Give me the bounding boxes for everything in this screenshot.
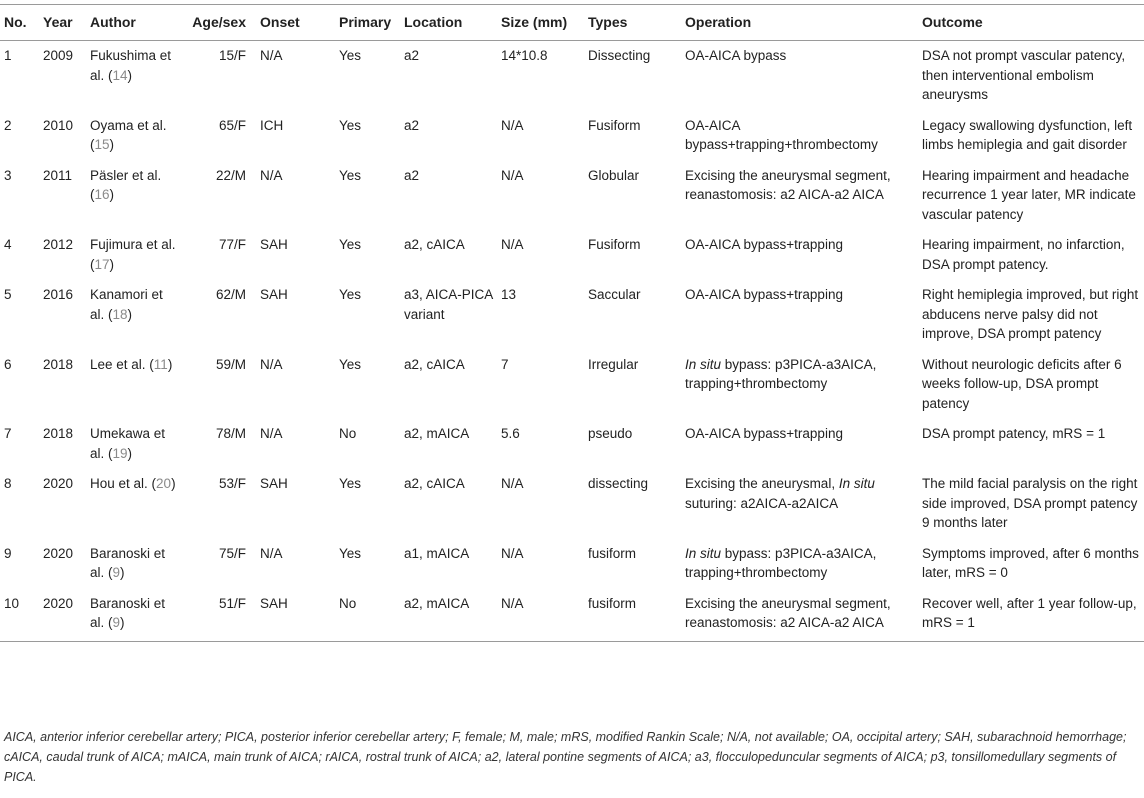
author-name: Oyama et al. [90,117,167,133]
cell-year: 2016 [43,287,74,302]
table-row [0,230,1144,280]
cell-no: 8 [4,476,12,491]
cell-operation [681,589,918,642]
cell-author: Oyama et al. (15) [90,117,167,152]
citation-link[interactable]: 16 [94,187,110,202]
cell-author: Umekawa et al. (19) [90,426,166,461]
cell-outcome: DSA not prompt vascular patency, then interventional embolism aneurysms [922,48,1126,102]
cell-primary: Yes [339,287,362,302]
cell-location: a2, mAICA [400,589,497,642]
cell-primary: Yes [339,545,362,561]
cell-operation [681,469,918,539]
cell-types: pseudo [588,426,633,441]
table-row [0,350,1144,420]
header-year: Year [39,5,86,41]
cell-onset: SAH [260,237,288,252]
cell-location: a2 [404,48,420,63]
cell-types: fusiform [588,545,637,561]
cell-outcome: Without neurologic deficits after 6 weeks follow-up, DSA prompt patency [922,356,1122,411]
cell-author: Baranoski et al. (9) [90,545,166,580]
cell-primary: Yes [339,117,362,133]
cell-types: Globular [588,167,640,183]
cell-year: 2020 [43,476,74,491]
cell-operation [681,230,918,280]
table-row [0,589,1144,642]
cell-onset: SAH [260,476,288,491]
cell-size: N/A [501,476,524,491]
cell-location: a2 [404,167,420,183]
operation-italic: In situ [685,545,722,561]
cell-age-sex: 53/F [218,476,246,491]
case-table [0,4,1144,642]
operation-text: OA-AICA bypass+trapping [685,426,843,441]
cell-size: 5.6 [501,426,520,441]
cell-year: 2012 [43,237,74,252]
cell-no: 9 [4,545,12,561]
operation-text: bypass: p3PICA-a3AICA, trapping+thrombectomy [685,545,877,580]
cell-onset: SAH [256,589,335,642]
cell-size: 13 [501,287,517,302]
table-row [0,419,1144,469]
cell-no: 10 [0,589,39,642]
header-onset: Onset [256,5,335,41]
cell-operation [681,419,918,469]
cell-size: N/A [501,167,524,183]
author-name: Lee et al. [90,356,146,372]
cell-onset: N/A [260,167,283,183]
header-operation: Operation [681,5,918,41]
table-footnote: AICA, anterior inferior cerebellar artery; PICA, posterior inferior cerebellar artery; F, female; M, male; mRS, modified Rankin Scale; N/A, not available; OA, occipital artery; SAH, subarachnoid hemorrhage; cAICA, caudal trunk of AICA; mAICA, main trunk of AICA; rAICA, rostral trunk of AICA; a2, lateral pontine segments of AICA; a3, flocculopeduncular segments of AICA; p3, tonsillomedullary segments of PICA. [4,730,1127,784]
cell-location: a3, AICA-PICA variant [404,287,493,322]
operation-text: Excising the aneurysmal segment, reanastomosis: a2 AICA-a2 AICA [685,595,891,630]
header-types: Types [584,5,681,41]
header-size: Size (mm) [497,5,584,41]
header-age-sex: Age/sex [183,5,256,41]
table-row [0,41,1144,111]
citation-link[interactable]: 14 [112,67,128,83]
cell-author: Kanamori et al. (18) [90,287,163,322]
cell-types: dissecting [588,476,649,491]
cell-size: N/A [497,589,584,642]
cell-age-sex: 59/M [215,356,246,372]
cell-location: a2, cAICA [404,356,465,372]
citation-link[interactable]: 11 [153,356,168,372]
cell-no: 5 [4,287,12,302]
cell-primary: Yes [339,167,362,183]
cell-operation [681,41,918,111]
operation-text: OA-AICA bypass+trapping+thrombectomy [685,117,878,152]
cell-operation [681,539,918,589]
cell-types: fusiform [584,589,681,642]
cell-types: Fusiform [588,237,641,252]
cell-onset: N/A [260,426,283,441]
cell-outcome: Right hemiplegia improved, but right abducens nerve palsy did not improve, DSA prompt patency [922,287,1139,341]
cell-location: a2 [404,117,420,133]
cell-primary: Yes [339,237,362,252]
author-name: Hou et al. [90,476,148,491]
cell-onset: ICH [260,117,284,133]
cell-no: 2 [4,117,12,133]
cell-primary: Yes [339,48,362,63]
citation-link[interactable]: 9 [112,565,121,580]
author-name: Baranoski et al. [90,545,166,580]
cell-no: 4 [4,237,12,252]
cell-types: Dissecting [588,48,651,63]
cell-types: Saccular [588,287,641,302]
cell-age-sex: 65/F [218,117,246,133]
cell-year: 2009 [43,48,74,63]
cell-location: a2, cAICA [404,237,465,252]
author-name: Umekawa et al. [90,426,166,461]
cell-operation [681,280,918,350]
cell-outcome: DSA prompt patency, mRS = 1 [922,426,1106,441]
cell-year: 2011 [43,167,73,183]
cell-size: N/A [501,545,524,561]
citation-link[interactable]: 18 [112,306,128,322]
cell-location: a2, mAICA [404,426,470,441]
cell-author: Päsler et al. (16) [90,167,162,202]
table-row [0,161,1144,231]
table-body [0,41,1144,642]
author-name: Päsler et al. [90,167,162,183]
cell-year: 2010 [43,117,74,133]
cell-age-sex: 22/M [215,167,246,183]
operation-prefix: Excising the aneurysmal, [685,476,839,491]
cell-primary: Yes [339,476,362,491]
operation-text: OA-AICA bypass+trapping [685,287,843,302]
citation-link[interactable]: 17 [94,256,110,272]
cell-location: a1, mAICA [404,545,470,561]
operation-text: bypass: p3PICA-a3AICA, trapping+thrombectomy [685,356,877,391]
cell-author: Baranoski et al. (9) [86,589,183,642]
cell-age-sex: 62/M [215,287,246,302]
cell-outcome: Recover well, after 1 year follow-up, mRS = 1 [918,589,1144,642]
cell-primary: No [339,426,357,441]
cell-year: 2018 [43,356,74,372]
cell-operation [681,350,918,420]
author-name: Kanamori et al. [90,287,163,322]
header-primary: Primary [335,5,400,41]
header-row [0,5,1144,41]
cell-author: Hou et al. (20) [90,476,176,491]
cell-year: 2020 [43,545,74,561]
table-row [0,539,1144,589]
cell-no: 3 [4,167,12,183]
cell-no: 1 [4,48,12,63]
cell-author: Fujimura et al. (17) [90,237,176,272]
citation-link[interactable]: 9 [112,615,121,630]
cell-age-sex: 15/F [218,48,246,63]
cell-size: N/A [501,117,524,133]
cell-size: 7 [501,356,509,372]
operation-text: OA-AICA bypass [685,48,787,63]
cell-age-sex: 75/F [218,545,246,561]
operation-text: Excising the aneurysmal segment, reanastomosis: a2 AICA-a2 AICA [685,167,891,202]
cell-outcome: The mild facial paralysis on the right side improved, DSA prompt patency 9 months later [922,476,1138,530]
author-name: Baranoski et al. [90,595,166,630]
cell-size: N/A [501,237,524,252]
table-row [0,111,1144,161]
table-row [0,469,1144,539]
cell-outcome: Legacy swallowing dysfunction, left limbs hemiplegia and gait disorder [922,117,1133,152]
operation-text: suturing: a2AICA-a2AICA [685,495,839,511]
header-author: Author [86,5,183,41]
cell-onset: SAH [260,287,288,302]
cell-age-sex: 78/M [215,426,246,441]
cell-types: Irregular [588,356,639,372]
cell-no: 6 [4,356,12,372]
author-name: Fukushima et al. [90,48,172,83]
citation-link[interactable]: 20 [156,476,172,491]
cell-year: 2018 [43,426,74,441]
cell-outcome: Hearing impairment, no infarction, DSA prompt patency. [922,237,1125,272]
cell-primary: No [335,589,400,642]
cell-location: a2, cAICA [404,476,465,491]
header-location: Location [400,5,497,41]
header-no: No. [0,5,39,41]
citation-link[interactable]: 19 [112,445,128,461]
cell-outcome: Hearing impairment and headache recurrence 1 year later, MR indicate vascular patency [922,167,1136,222]
cell-types: Fusiform [588,117,641,133]
cell-size: 14*10.8 [501,48,548,63]
operation-text: OA-AICA bypass+trapping [685,237,843,252]
cell-onset: N/A [260,545,283,561]
operation-italic: In situ [685,356,722,372]
cell-primary: Yes [339,356,362,372]
cell-year: 2020 [39,589,86,642]
cell-onset: N/A [260,48,283,63]
cell-author: Lee et al. (11) [90,356,173,372]
cell-no: 7 [4,426,12,441]
header-outcome: Outcome [918,5,1144,41]
cell-operation [681,161,918,231]
cell-outcome: Symptoms improved, after 6 months later, mRS = 0 [922,545,1139,580]
cell-operation [681,111,918,161]
cell-age-sex: 51/F [183,589,256,642]
operation-italic: In situ [838,476,875,491]
cell-onset: N/A [260,356,283,372]
citation-link[interactable]: 15 [94,137,110,152]
cell-age-sex: 77/F [218,237,246,252]
table-row [0,280,1144,350]
author-name: Fujimura et al. [90,237,176,252]
cell-author: Fukushima et al. (14) [90,48,172,83]
